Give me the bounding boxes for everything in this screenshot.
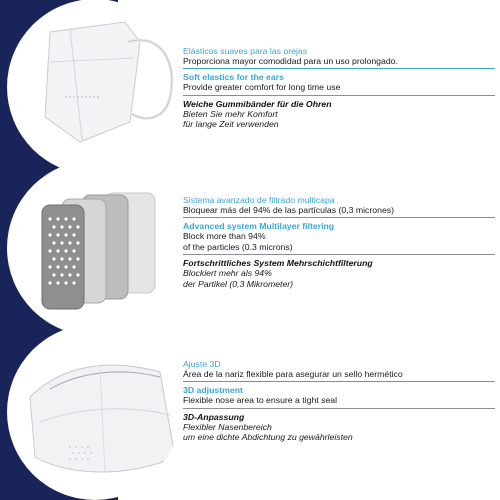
spanish-block	[183, 359, 495, 379]
german-text: Blockiert mehr als 94% der Partikel (0,3 Mikrometer)	[183, 268, 294, 289]
spanish-text: Área de la nariz flexible para asegurar un sello hermético	[183, 369, 403, 379]
divider	[183, 381, 495, 382]
english-title: Soft elastics for the ears	[183, 72, 284, 83]
divider	[183, 254, 495, 255]
divider	[183, 95, 495, 96]
english-block	[183, 385, 495, 405]
divider	[183, 408, 495, 409]
ear-loop-mask-icon	[10, 2, 180, 172]
english-title: 3D adjustment	[183, 385, 243, 396]
section-multilayer-filtering	[183, 195, 495, 289]
english-block	[183, 72, 495, 92]
spanish-block	[183, 195, 495, 215]
spanish-title: Sistema avanzado de filtrado multicapa	[183, 195, 335, 205]
english-block	[183, 221, 495, 252]
spanish-block	[183, 46, 495, 66]
divider	[183, 68, 495, 69]
english-text: Flexible nose area to ensure a tight seal	[183, 395, 338, 406]
german-block	[183, 412, 495, 443]
nose-clip-mask-icon	[10, 327, 180, 497]
german-title: Fortschrittliches System Mehrschichtfilterung	[183, 258, 373, 269]
spanish-title: Ajuste 3D	[183, 359, 221, 369]
filter-layers-icon	[10, 163, 180, 333]
section-soft-elastics	[183, 46, 495, 130]
german-text: Bieten Sie mehr Komfort für lange Zeit verwenden	[183, 108, 279, 130]
german-title: Weiche Gummibänder für die Ohren	[183, 98, 332, 109]
spanish-text: Bloquear más del 94% de las partículas (0,3 micrones)	[183, 205, 395, 215]
german-block	[183, 99, 495, 130]
german-title: 3D-Anpassung	[183, 411, 245, 422]
spanish-text: Proporciona mayor comodidad para un uso prolongado.	[183, 56, 398, 66]
german-block	[183, 258, 495, 289]
english-text: Block more than 94% of the particles (0.3 microns)	[183, 231, 293, 252]
spanish-title: Elásticos suaves para las orejas	[183, 46, 308, 56]
english-title: Advanced system Multilayer filtering	[183, 221, 335, 232]
section-3d-adjustment	[183, 359, 495, 443]
english-text: Provide greater comfort for long time use	[183, 82, 341, 93]
german-text: Flexibler Nasenbereich um eine dichte Abdichtung zu gewährleisten	[183, 421, 353, 443]
divider	[183, 217, 495, 218]
